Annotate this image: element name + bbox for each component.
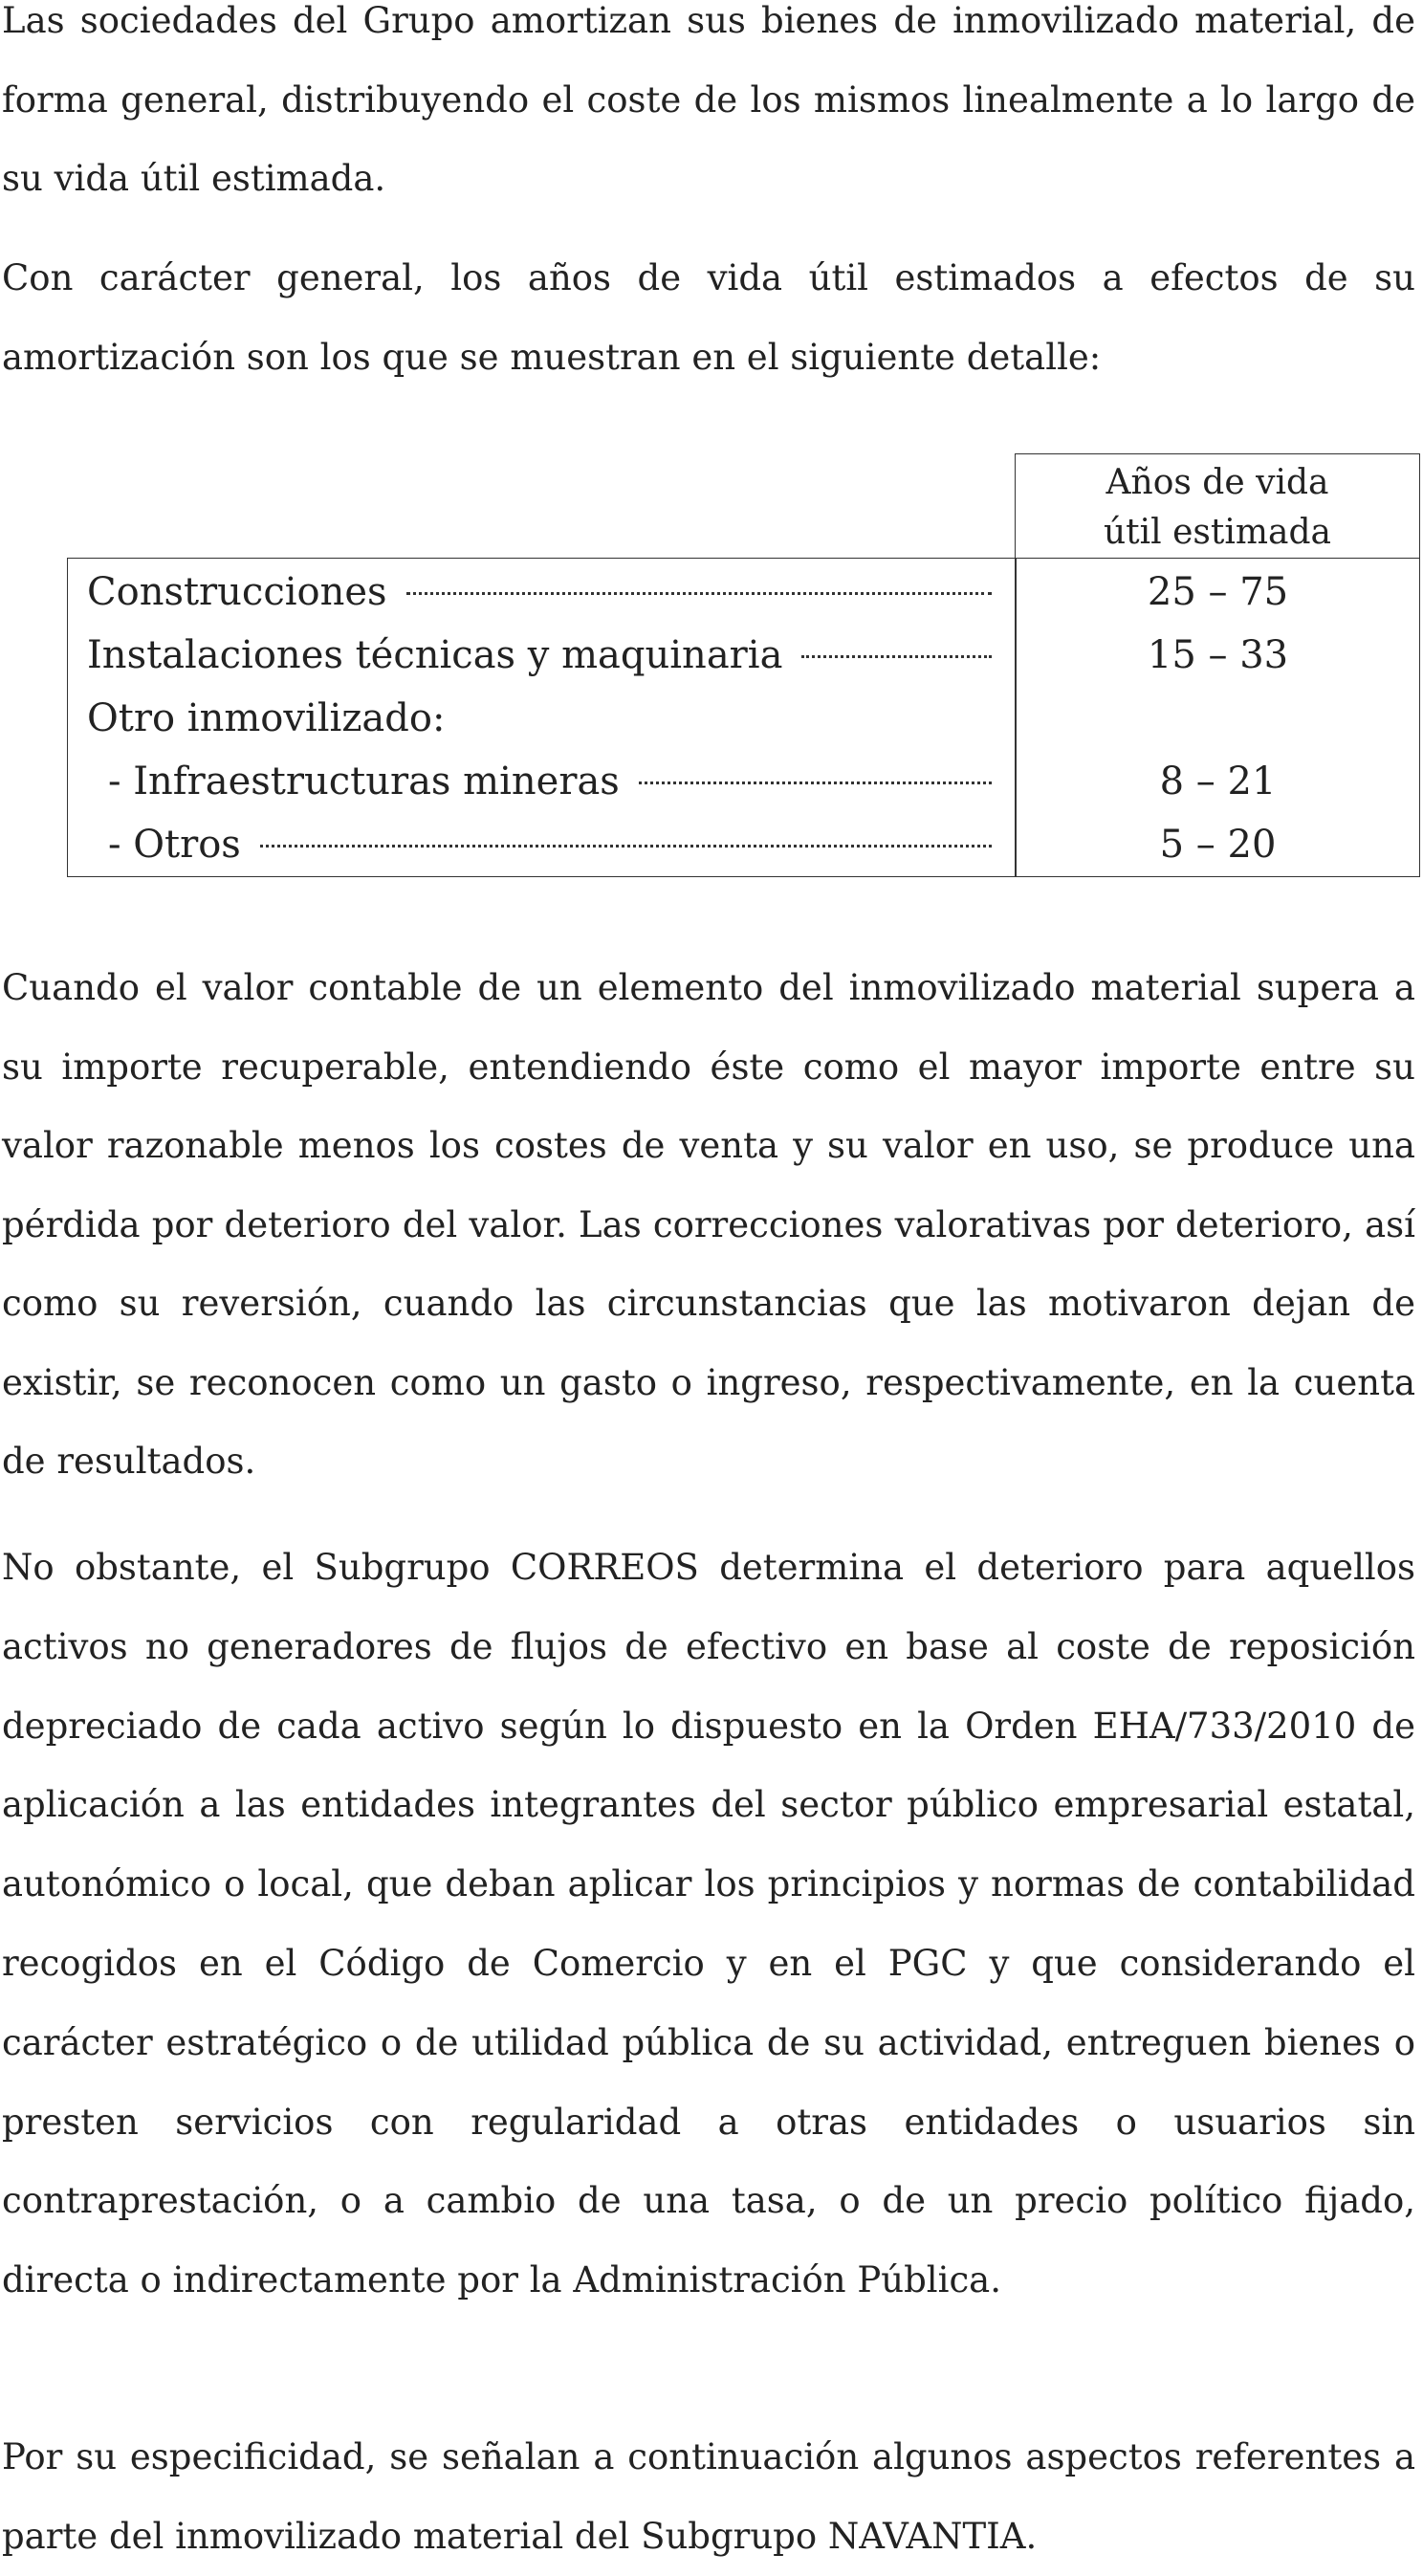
paragraph-impairment: Cuando el valor contable de un elemento del inmovilizado material supera a su importe recuperable, entendiendo éste como el mayor importe entre su valor razonable menos los costes de venta y su valor en uso, se produce una pérdida por deterioro del valor. Las correcciones valorativas por deterioro, así como su reversión, cuando las circunstancias que las motivaron dejan de existir, se reconocen como un gasto o ingreso, respectivamente, en la cuenta de resultados.	[2, 967, 1415, 1482]
paragraph-useful-life-intro: Con carácter general, los años de vida útil estimados a efectos de su amortización son los que se muestran en el siguiente detalle:	[2, 257, 1415, 378]
row-label-text: Otro inmovilizado:	[87, 696, 446, 740]
dot-leader	[260, 845, 992, 848]
table-row	[68, 561, 1419, 624]
dot-leader	[639, 782, 992, 784]
row-value: 25 – 75	[1147, 570, 1289, 614]
paragraph-correos-impairment: No obstante, el Subgrupo CORREOS determina el deterioro para aquellos activos no generadores de flujos de efectivo en base al coste de reposición depreciado de cada activo según lo dispuesto en la Orden EHA/733/2010 de aplicación a las entidades integrantes del sector público empresarial estatal, autonómico o local, que deban aplicar los principios y normas de contabilidad recogidos en el Código de Comercio y en el PGC y que considerando el carácter estratégico o de utilidad pública de su actividad, entreguen bienes o presten servicios con regularidad a otras entidades o usuarios sin contraprestación, o a cambio de una tasa, o de un precio político fijado, directa o indirectamente por la Administración Pública.	[2, 1547, 1415, 2301]
row-label	[87, 561, 1015, 624]
row-value: 8 – 21	[1159, 760, 1277, 804]
header-line-1: Años de vida	[1106, 463, 1329, 502]
table-row	[68, 750, 1419, 813]
row-label	[87, 624, 1015, 687]
row-label	[108, 750, 1015, 813]
useful-life-table	[67, 558, 1420, 877]
paragraph-navantia-intro: Por su especificidad, se señalan a continuación algunos aspectos referentes a parte del inmovilizado material del Subgrupo NAVANTIA.	[2, 2436, 1415, 2557]
row-label	[87, 687, 1015, 750]
table-row	[68, 624, 1419, 687]
row-label-text: - Infraestructuras mineras	[108, 760, 620, 804]
row-value: 5 – 20	[1159, 823, 1277, 867]
header-line-2: útil estimada	[1104, 513, 1331, 552]
dot-leader	[406, 592, 992, 595]
table-row	[68, 813, 1419, 876]
row-label-text: Construcciones	[87, 570, 387, 614]
row-label-text: - Otros	[108, 823, 241, 867]
table-row	[68, 687, 1419, 750]
paragraph-depreciation-method: Las sociedades del Grupo amortizan sus bienes de inmovilizado material, de forma general, distribuyendo el coste de los mismos linealmente a lo largo de su vida útil estimada.	[2, 0, 1415, 199]
dot-leader	[801, 655, 992, 658]
row-label	[108, 813, 1015, 876]
row-value: 15 – 33	[1147, 633, 1289, 677]
row-label-text: Instalaciones técnicas y maquinaria	[87, 633, 783, 677]
useful-life-header	[1015, 453, 1420, 559]
